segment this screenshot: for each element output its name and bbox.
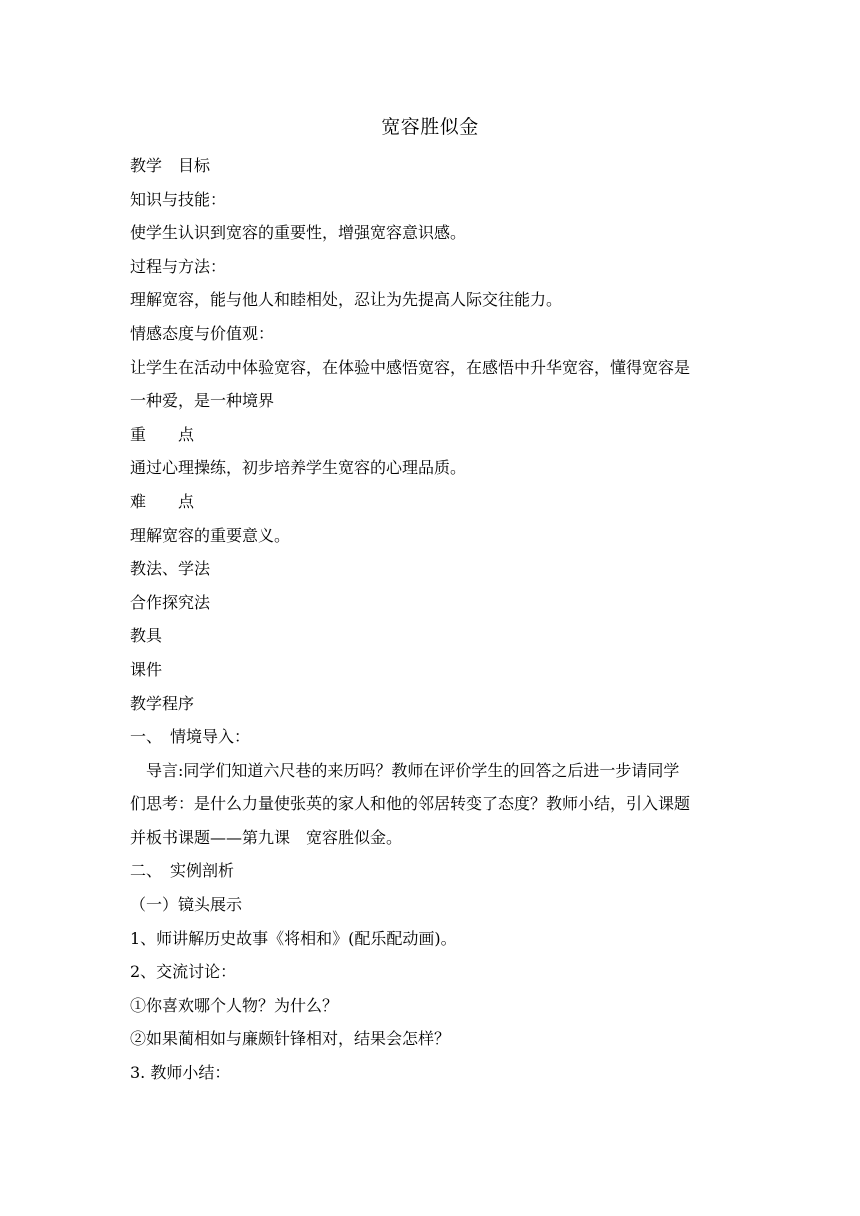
text-line: 导言:同学们知道六尺巷的来历吗？教师在评价学生的回答之后进一步请同学 <box>146 760 680 780</box>
text-line: 过程与方法： <box>130 256 227 276</box>
text-line: 使学生认识到宽容的重要性，增强宽容意识感。 <box>130 223 467 243</box>
text-line: 合作探究法 <box>130 592 211 612</box>
text-line: 通过心理操练，初步培养学生宽容的心理品质。 <box>130 458 467 478</box>
text-line: 难 点 <box>130 491 195 511</box>
text-line: 1、师讲解历史故事《将相和》(配乐配动画)。 <box>130 928 457 948</box>
text-line: 让学生在活动中体验宽容，在体验中感悟宽容，在感悟中升华宽容，懂得宽容是 <box>130 357 691 377</box>
text-line: 并板书课题——第九课 宽容胜似金。 <box>130 827 403 847</box>
text-line: 2、交流讨论： <box>130 962 237 982</box>
text-line: 一种爱，是一种境界 <box>130 391 275 411</box>
text-line: 3. 教师小结： <box>130 1063 231 1083</box>
text-line: 二、 实例剖析 <box>130 861 235 881</box>
text-line: （一）镜头展示 <box>130 895 243 915</box>
text-line: 教学 目标 <box>130 156 211 175</box>
text-line: 教法、学法 <box>130 559 211 579</box>
text-line: 一、 情境导入： <box>130 727 251 747</box>
text-line: 课件 <box>130 659 163 679</box>
text-line: 情感态度与价值观： <box>130 323 275 343</box>
text-line: 理解宽容，能与他人和睦相处，忍让为先提高人际交往能力。 <box>130 290 563 310</box>
document-body <box>130 149 733 1090</box>
text-line: 教学程序 <box>130 693 195 713</box>
document-title: 宽容胜似金 <box>381 116 479 138</box>
text-line: 教具 <box>130 626 163 646</box>
text-line: 们思考：是什么力量使张英的家人和他的邻居转变了态度？教师小结，引入课题 <box>130 794 691 814</box>
text-line: 重 点 <box>130 424 195 444</box>
text-line: ②如果蔺相如与廉颇针锋相对，结果会怎样？ <box>130 1029 451 1049</box>
text-line: ①你喜欢哪个人物？为什么？ <box>130 995 339 1015</box>
text-line: 理解宽容的重要意义。 <box>130 525 291 545</box>
text-line: 知识与技能： <box>130 189 227 209</box>
